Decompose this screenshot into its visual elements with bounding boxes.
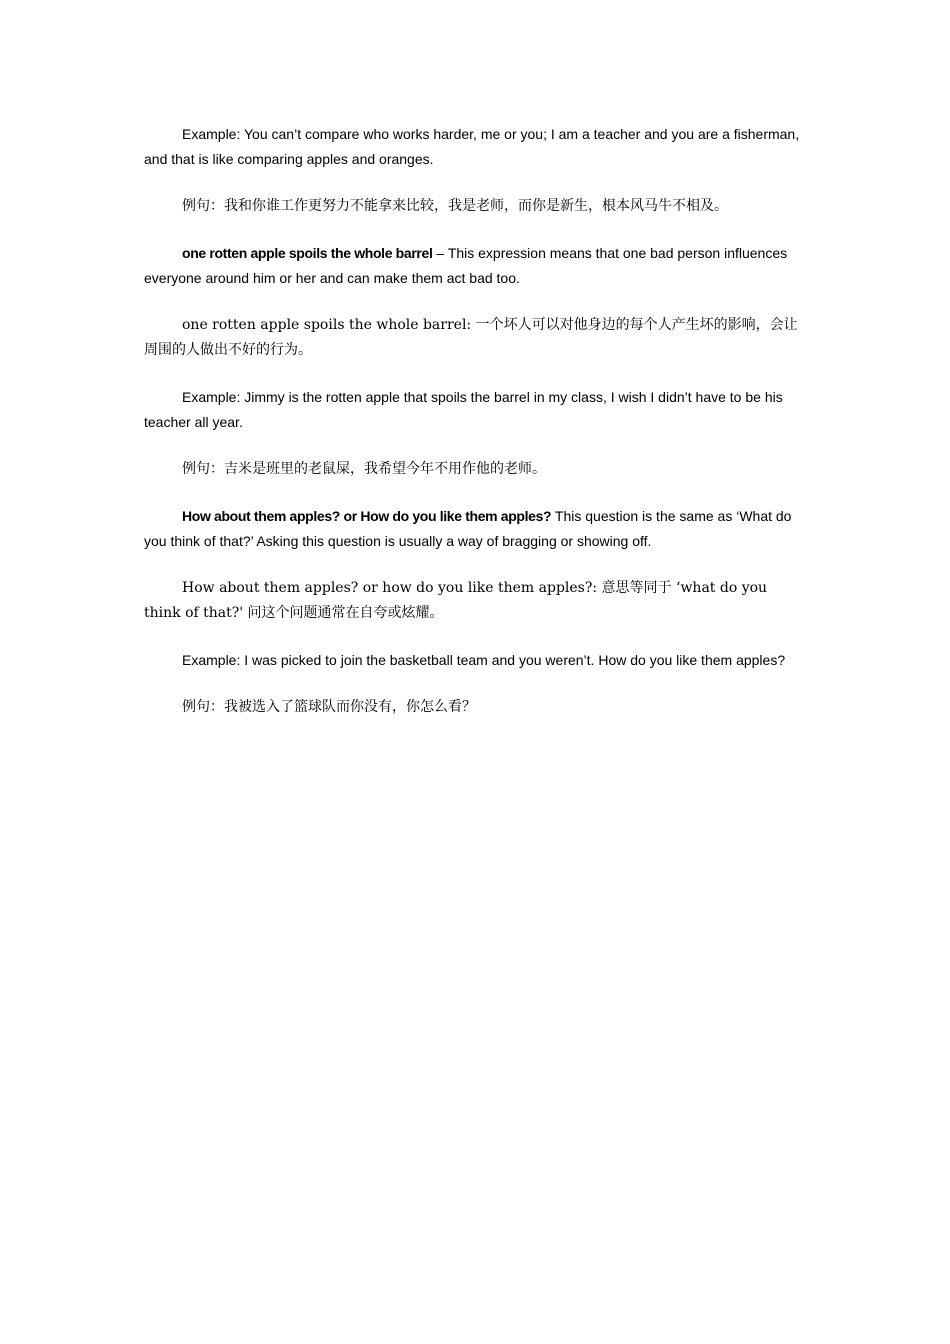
paragraph-text: Example: I was picked to join the basketball team and you weren’t. How do you like them apples? — [182, 652, 786, 668]
idiom-rotten-apple-definition-cn — [144, 313, 804, 363]
example-apples-oranges — [144, 122, 804, 172]
paragraph-text: 例句：我和你谁工作更努力不能拿来比较，我是老师，而你是新生，根本风马牛不相及。 — [182, 198, 728, 214]
idiom-them-apples-definition — [144, 504, 804, 554]
paragraph-text: – This expression means that one bad person influences everyone around him or her and can make them act bad too. — [144, 245, 788, 286]
example-apples-oranges-cn — [144, 194, 804, 219]
paragraph-text: one rotten apple spoils the whole barrel: 一个坏人可以对他身边的每个人产生坏的影响，会让周围的人做出不好的行为。 — [144, 317, 798, 358]
idiom-term: How about them apples? or How do you like them apples? — [182, 508, 552, 524]
paragraph-text: How about them apples? or how do you like them apples?: 意思等同于 ‘what do you think of that?' 问这个问题通常在自夸或炫耀。 — [144, 580, 768, 621]
idiom-term: one rotten apple spoils the whole barrel — [182, 245, 433, 261]
idiom-them-apples-definition-cn — [144, 576, 804, 626]
paragraph-text: Example: Jimmy is the rotten apple that spoils the barrel in my class, I wish I didn’t have to be his teacher all year. — [144, 389, 783, 430]
example-rotten-apple-cn — [144, 457, 804, 482]
paragraph-text: This question is the same as ‘What do you think of that?’ Asking this question is usually a way of bragging or showing off. — [144, 508, 792, 549]
example-them-apples — [144, 648, 804, 673]
example-rotten-apple — [144, 385, 804, 435]
paragraph-text: 例句：吉米是班里的老鼠屎，我希望今年不用作他的老师。 — [182, 461, 546, 477]
example-them-apples-cn — [144, 695, 804, 720]
paragraph-text: Example: You can’t compare who works harder, me or you; I am a teacher and you are a fisherman, and that is like comparing apples and oranges. — [144, 126, 800, 167]
paragraph-text: 例句：我被选入了篮球队而你没有，你怎么看？ — [182, 699, 476, 715]
idiom-rotten-apple-definition — [144, 241, 804, 291]
document-page — [144, 122, 804, 742]
